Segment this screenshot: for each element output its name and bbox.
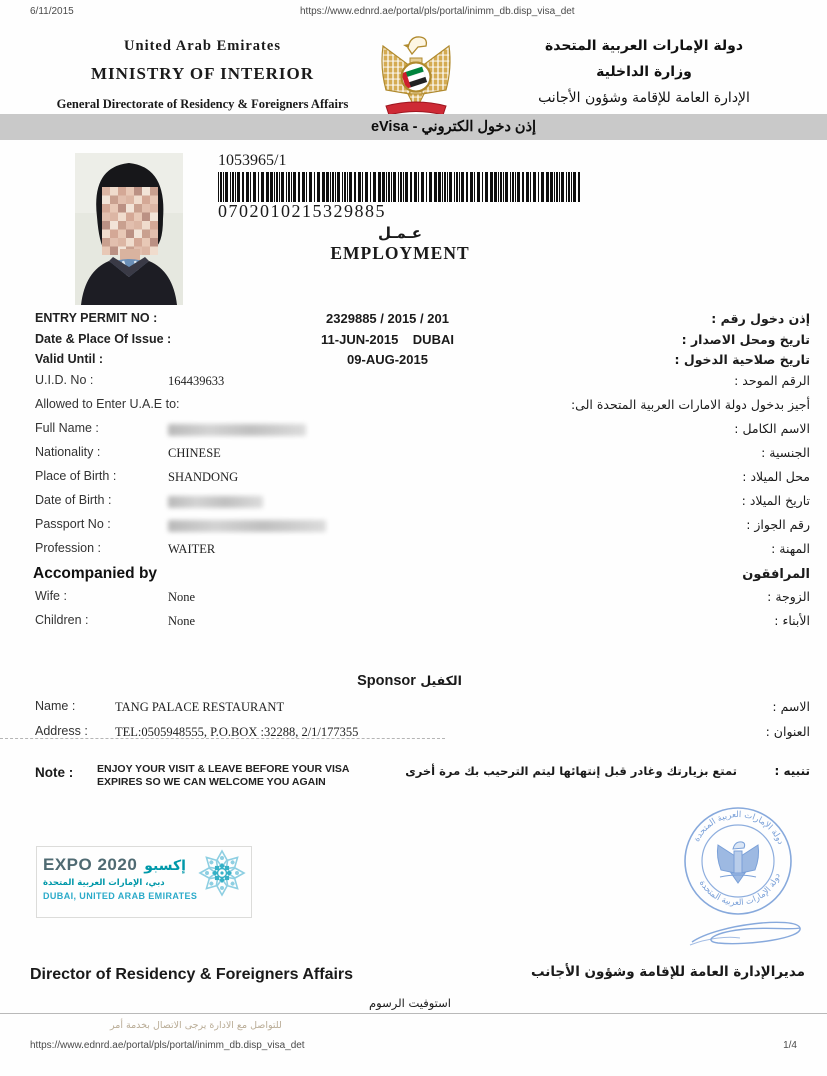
sponsor-row-1-value: TEL:0505948555, P.O.BOX :32288, 2/1/177355 — [115, 724, 359, 739]
sponsor-row-0 — [0, 699, 827, 724]
field-row-1-label: Date & Place Of Issue : — [35, 331, 172, 346]
sponsor-row-0-label: Name : — [35, 699, 76, 713]
accompanied-row-0 — [0, 589, 827, 613]
svg-text:دولة الإمارات العربية المتحدة: دولة الإمارات العربية المتحدة — [696, 872, 783, 909]
print-header-url: https://www.ednrd.ae/portal/pls/portal/inimm_db.disp_visa_det — [300, 6, 575, 17]
expo-dubai-arabic: دبي، الإمارات العربية المتحدة — [43, 878, 165, 888]
accompanied-row-1 — [0, 613, 827, 637]
sponsor-heading — [0, 672, 827, 690]
ministry-name: MINISTRY OF INTERIOR — [90, 64, 315, 83]
accompanied-row-0-label-arabic: الزوجة : — [767, 588, 810, 604]
contact-note-arabic: للتواصل مع الادارة يرجى الاتصال بخدمة أمر — [110, 1020, 282, 1031]
field-row-5-label: Full Name : — [35, 420, 99, 435]
svg-text:دولة الإمارات العربية المتحدة: دولة الإمارات العربية المتحدة — [691, 809, 786, 847]
accompanied-by-heading-en: Accompanied by — [33, 564, 158, 582]
sponsor-row-0-label-arabic: الاسم : — [772, 699, 810, 714]
note-text-line1: ENJOY YOUR VISIT & LEAVE BEFORE YOUR VISA — [97, 763, 350, 775]
file-number: 1053965/1 — [218, 152, 287, 169]
field-row-9-label: Passport No : — [35, 516, 111, 531]
field-row-1-value: 11-JUN-2015 DUBAI — [321, 331, 454, 347]
field-row-6 — [0, 445, 827, 469]
sponsor-row-1-label-arabic: العنوان : — [765, 723, 810, 739]
fees-collected-arabic: استوفيت الرسوم — [369, 996, 451, 1010]
sponsor-row-1-label: Address : — [35, 723, 88, 738]
sponsor-row-1 — [0, 724, 827, 749]
field-row-9-value-redacted — [168, 520, 326, 532]
print-footer-url: https://www.ednrd.ae/portal/pls/portal/inimm_db.disp_visa_det — [30, 1040, 305, 1051]
accompanied-row-1-label-arabic: الأبناء : — [774, 612, 810, 628]
note-text-line2: EXPIRES SO WE CAN WELCOME YOU AGAIN — [97, 776, 326, 788]
field-row-8 — [0, 493, 827, 517]
accompanied-row-1-value: None — [168, 613, 196, 628]
letterhead-english — [30, 38, 375, 112]
director-title: Director of Residency & Foreigners Affairs — [30, 966, 354, 983]
field-row-6-value: CHINESE — [168, 445, 221, 460]
field-row-3-value: 164439633 — [168, 373, 225, 388]
field-row-3-label: U.I.D. No : — [35, 372, 94, 387]
expo-arabic-text: إكسبو — [144, 858, 186, 874]
field-row-2-value: 09-AUG-2015 — [347, 352, 428, 367]
field-row-7-label-arabic: محل الميلاد : — [742, 468, 810, 484]
accompanied-row-0-value: None — [168, 589, 196, 604]
expo-2020-text: EXPO 2020 — [43, 855, 138, 874]
field-row-6-label: Nationality : — [35, 444, 101, 459]
field-row-7 — [0, 469, 827, 493]
field-row-3 — [0, 373, 827, 397]
field-row-0 — [0, 311, 827, 332]
letterhead-arabic — [479, 38, 809, 116]
field-row-9 — [0, 517, 827, 541]
uae-falcon-emblem-icon — [374, 32, 458, 123]
barcode-number: 0702010215329885 — [218, 201, 386, 221]
footer-divider — [0, 1013, 827, 1014]
barcode — [218, 172, 584, 202]
field-row-8-label-arabic: تاريخ الميلاد : — [741, 492, 810, 508]
field-row-7-label: Place of Birth : — [35, 468, 117, 483]
sponsor-heading-en: Sponsor — [357, 673, 416, 689]
field-row-0-value: 2329885 / 2015 / 201 — [326, 311, 449, 326]
field-row-5-label-arabic: الاسم الكامل : — [734, 420, 810, 436]
accompanied-by-heading — [0, 565, 827, 589]
country-name: United Arab Emirates — [124, 38, 281, 54]
sponsor-heading-ar: الكفيل — [420, 673, 462, 688]
note-text-arabic: تمتع بزيارتك وغادر قبل إنتهائها ليتم الترحيب بك مرة أخرى — [405, 764, 737, 778]
field-row-1 — [0, 332, 827, 353]
directorate-name-arabic: الإدارة العامة للإقامة وشؤون الأجانب — [538, 90, 750, 106]
print-footer-page-number: 1/4 — [783, 1040, 797, 1051]
print-date: 6/11/2015 — [30, 6, 74, 17]
note-label: Note : — [35, 765, 74, 780]
director-title-arabic: مديرالإدارة العامة للإقامة وشؤون الأجانب — [531, 964, 805, 980]
field-row-4-label: Allowed to Enter U.A.E to: — [35, 396, 180, 411]
country-name-arabic: دولة الإمارات العربية المتحدة — [544, 38, 744, 54]
field-row-9-label-arabic: رقم الجواز : — [746, 516, 810, 532]
field-row-10-value: WAITER — [168, 541, 216, 556]
accompanied-row-0-label: Wife : — [35, 588, 67, 603]
field-row-1-label-arabic: تاريخ ومحل الاصدار : — [681, 331, 810, 347]
field-row-3-label-arabic: الرقم الموحد : — [734, 372, 810, 388]
sponsor-row-0-value: TANG PALACE RESTAURANT — [115, 700, 285, 714]
field-row-5-value-redacted — [168, 424, 306, 436]
evisa-title: eVisa - إذن دخول الكتروني — [370, 119, 537, 135]
field-row-10-label-arabic: المهنة : — [771, 540, 810, 556]
field-row-8-value-redacted — [168, 496, 263, 508]
sponsor-fields — [0, 699, 827, 748]
field-row-0-label: ENTRY PERMIT NO : — [35, 311, 158, 325]
field-row-4 — [0, 397, 827, 421]
official-stamp-icon — [680, 803, 796, 924]
field-row-5 — [0, 421, 827, 445]
visa-fields — [0, 311, 827, 637]
field-row-4-label-arabic: أجيز بدخول دولة الامارات العربية المتحدة الى: — [570, 396, 810, 412]
ministry-name-arabic: وزارة الداخلية — [596, 64, 692, 80]
signature-icon — [688, 912, 808, 959]
evisa-title-banner — [0, 114, 827, 140]
directorate-name: General Directorate of Residency & Foreigners Affairs — [56, 97, 349, 111]
field-row-6-label-arabic: الجنسية : — [761, 444, 810, 460]
accompanied-by-heading-ar: المرافقون — [742, 566, 810, 582]
field-row-2-label: Valid Until : — [35, 352, 104, 366]
visa-type-arabic: عـمـل — [378, 224, 422, 242]
visa-type: EMPLOYMENT — [330, 243, 470, 263]
field-row-2 — [0, 352, 827, 373]
field-row-8-label: Date of Birth : — [35, 492, 112, 507]
note-text — [97, 763, 427, 789]
note-label-arabic: تنبيه : — [774, 764, 810, 778]
field-row-10-label: Profession : — [35, 540, 102, 555]
applicant-photo — [75, 153, 183, 305]
note-divider — [0, 738, 445, 739]
field-row-0-label-arabic: إذن دخول رقم : — [711, 311, 810, 326]
expo-dubai-english: DUBAI, UNITED ARAB EMIRATES — [43, 891, 198, 901]
accompanied-row-1-label: Children : — [35, 612, 89, 627]
field-row-2-label-arabic: تاريخ صلاحية الدخول : — [674, 352, 810, 367]
field-row-7-value: SHANDONG — [168, 469, 239, 484]
field-row-10 — [0, 541, 827, 565]
expo-rosette-icon — [196, 843, 248, 910]
